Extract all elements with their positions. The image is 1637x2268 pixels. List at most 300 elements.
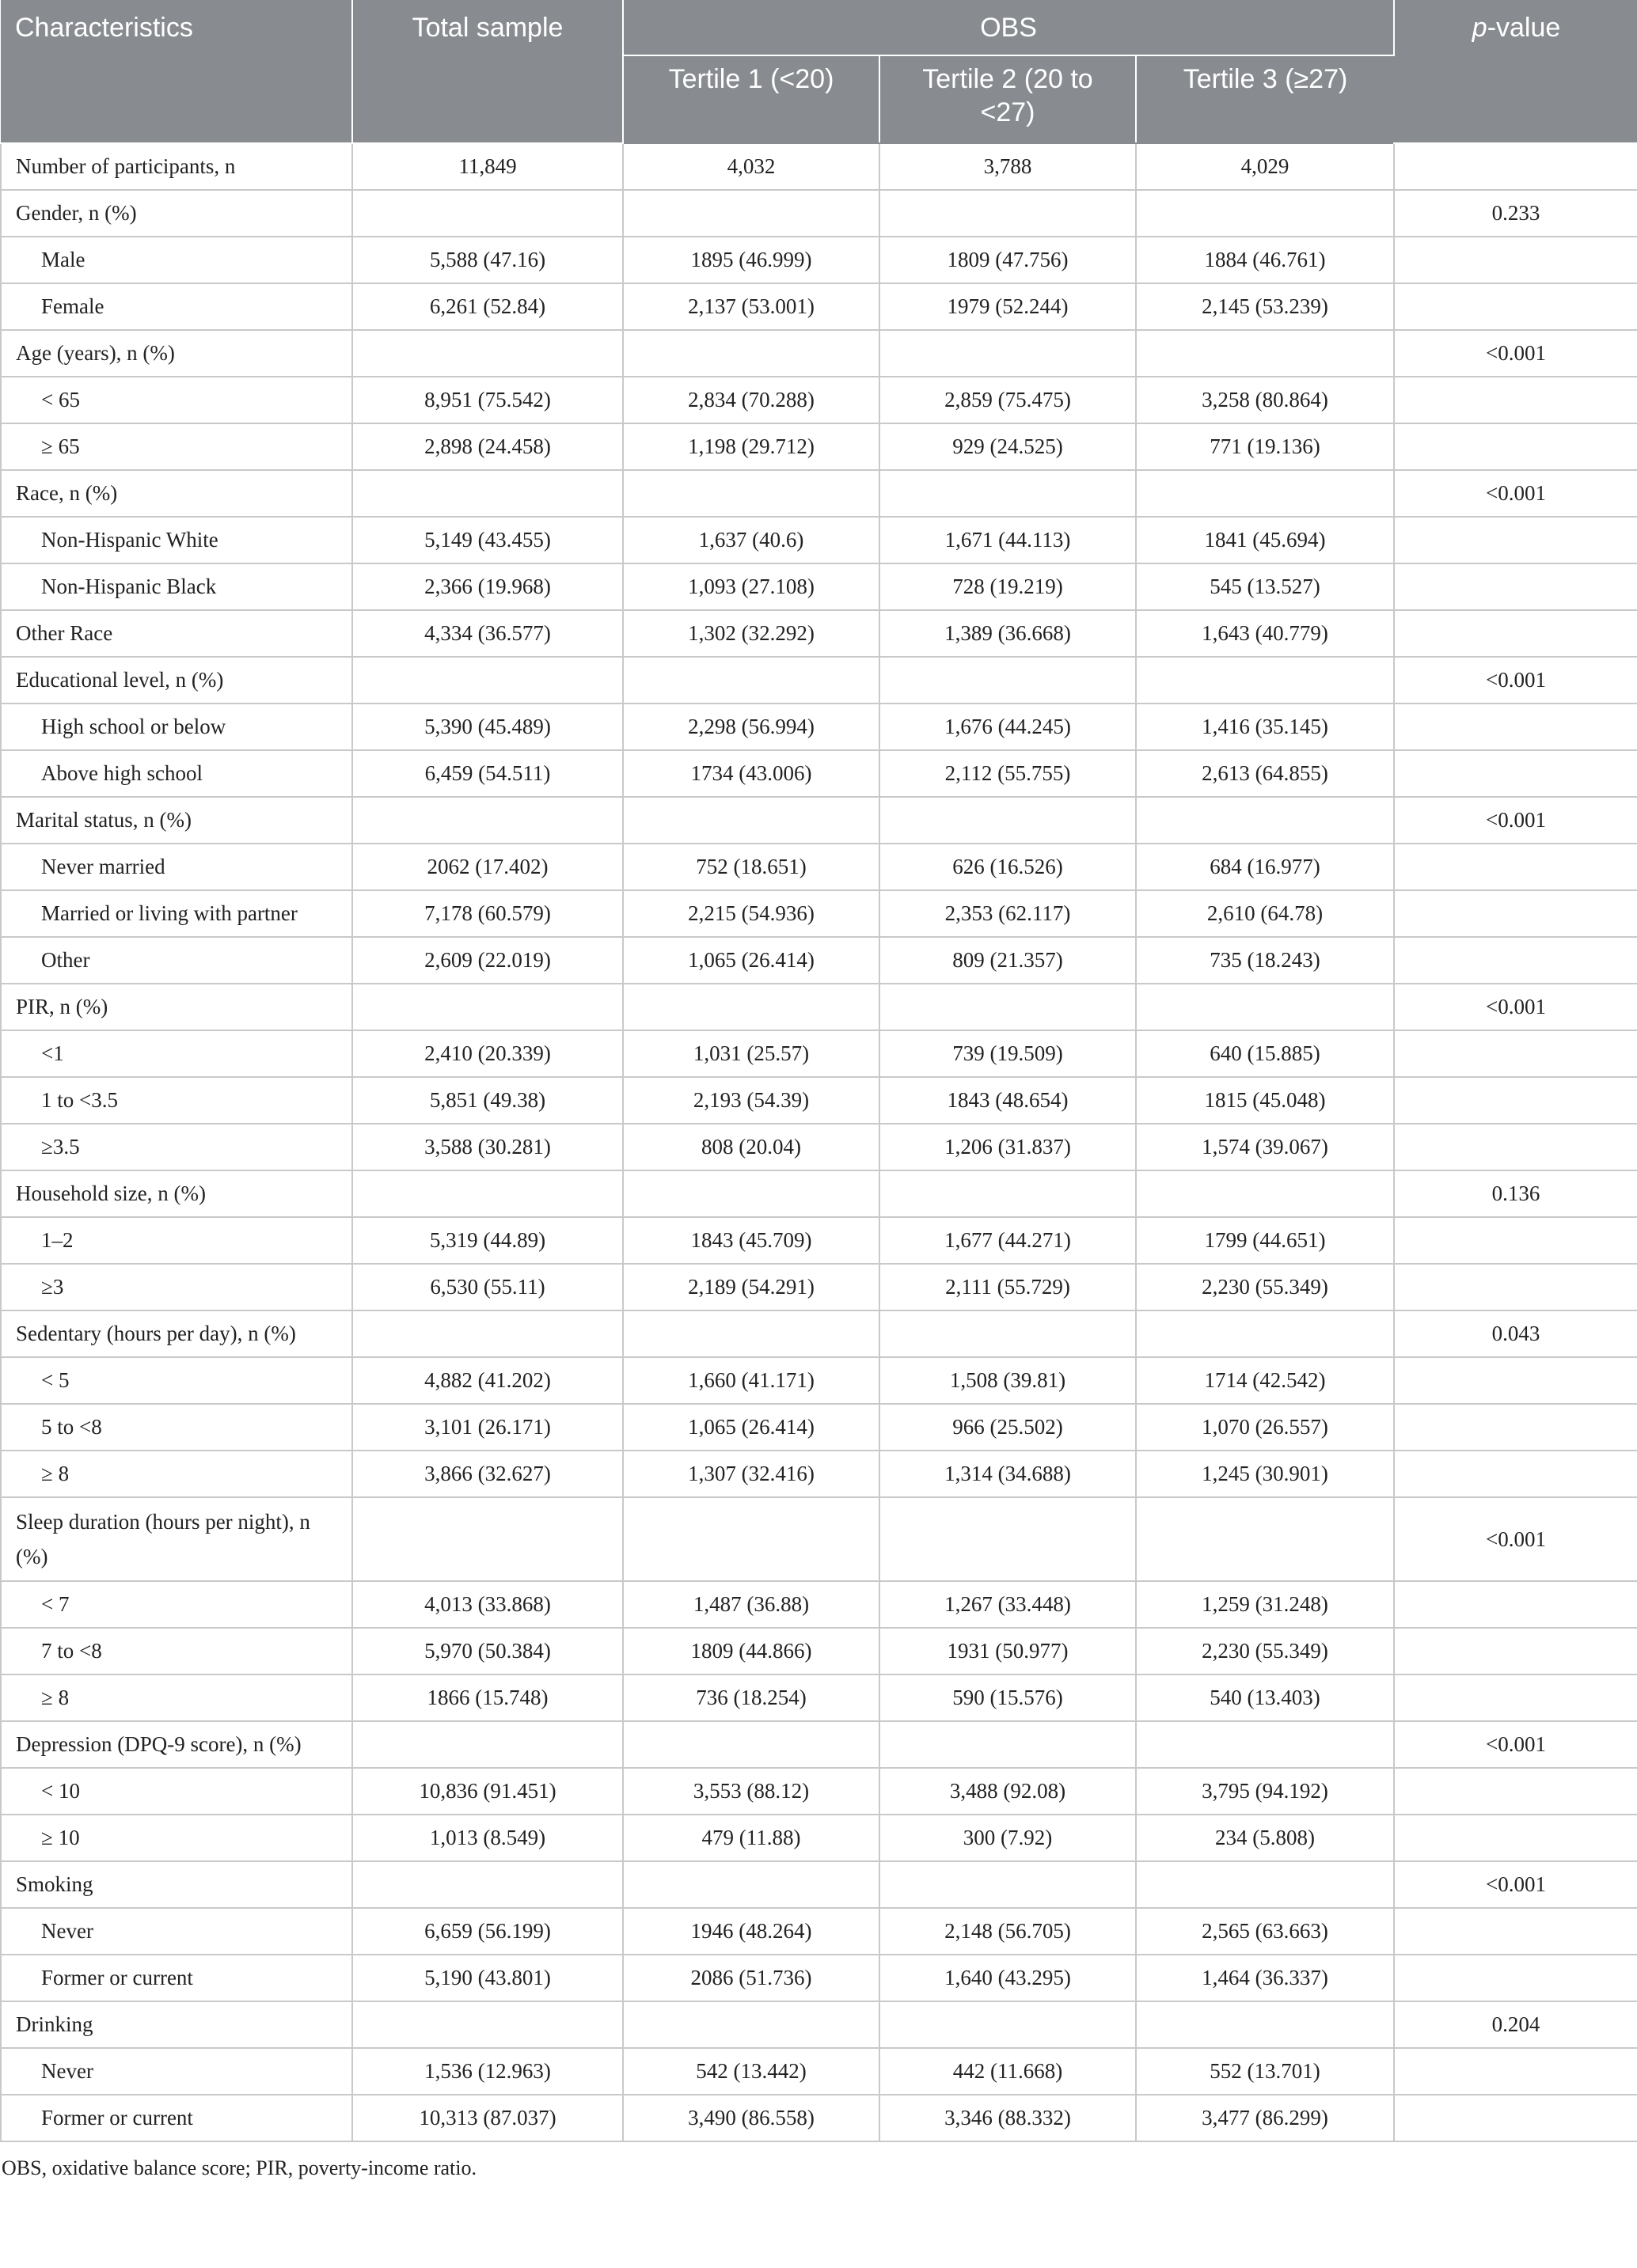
cell-p-value	[1394, 1581, 1637, 1628]
cell-tertile-2: 2,353 (62.117)	[879, 890, 1136, 937]
cell-p-value: 0.233	[1394, 190, 1637, 237]
cell-tertile-3	[1136, 1310, 1394, 1357]
table-row	[1, 844, 1637, 890]
cell-tertile-2: 809 (21.357)	[879, 937, 1136, 984]
cell-total: 1,536 (12.963)	[352, 2048, 623, 2095]
cell-tertile-3: 735 (18.243)	[1136, 937, 1394, 984]
table-row	[1, 563, 1637, 610]
cell-total	[352, 1170, 623, 1217]
row-label: Sedentary (hours per day), n (%)	[1, 1310, 352, 1357]
cell-tertile-2: 966 (25.502)	[879, 1404, 1136, 1451]
row-label: Married or living with partner	[1, 890, 352, 937]
cell-p-value	[1394, 143, 1637, 190]
row-label: ≥ 65	[1, 423, 352, 470]
cell-tertile-1	[623, 657, 879, 704]
cell-tertile-3	[1136, 1170, 1394, 1217]
cell-tertile-1	[623, 1310, 879, 1357]
table-row	[1, 1908, 1637, 1955]
cell-p-value	[1394, 750, 1637, 797]
row-label: Household size, n (%)	[1, 1170, 352, 1217]
cell-p-value: <0.001	[1394, 1861, 1637, 1908]
cell-tertile-1: 2,298 (56.994)	[623, 704, 879, 750]
cell-tertile-2: 739 (19.509)	[879, 1030, 1136, 1077]
table-row	[1, 2095, 1637, 2141]
cell-tertile-1: 3,553 (88.12)	[623, 1768, 879, 1815]
cell-tertile-1: 1,660 (41.171)	[623, 1357, 879, 1404]
table-row	[1, 937, 1637, 984]
cell-tertile-1	[623, 1170, 879, 1217]
cell-total: 4,882 (41.202)	[352, 1357, 623, 1404]
cell-tertile-1: 479 (11.88)	[623, 1815, 879, 1861]
cell-tertile-1: 2,834 (70.288)	[623, 377, 879, 423]
cell-tertile-3: 1714 (42.542)	[1136, 1357, 1394, 1404]
header-tertile-1: Tertile 1 (<20)	[623, 55, 879, 143]
cell-tertile-1: 2,189 (54.291)	[623, 1264, 879, 1310]
cell-tertile-3	[1136, 2001, 1394, 2048]
cell-p-value	[1394, 1768, 1637, 1815]
table-row	[1, 1497, 1637, 1581]
cell-tertile-2	[879, 1721, 1136, 1768]
table-row	[1, 1124, 1637, 1170]
table-row	[1, 657, 1637, 704]
table-row	[1, 1815, 1637, 1861]
cell-tertile-2	[879, 2001, 1136, 2048]
cell-tertile-2	[879, 984, 1136, 1030]
cell-p-value: <0.001	[1394, 984, 1637, 1030]
cell-p-value	[1394, 283, 1637, 330]
cell-tertile-1: 1843 (45.709)	[623, 1217, 879, 1264]
cell-tertile-3: 1799 (44.651)	[1136, 1217, 1394, 1264]
cell-p-value: 0.136	[1394, 1170, 1637, 1217]
cell-tertile-3: 1,464 (36.337)	[1136, 1955, 1394, 2001]
cell-p-value	[1394, 1217, 1637, 1264]
row-label: Male	[1, 237, 352, 283]
cell-tertile-1	[623, 1721, 879, 1768]
cell-tertile-1: 4,032	[623, 143, 879, 190]
cell-p-value: <0.001	[1394, 1497, 1637, 1581]
row-label: ≥ 8	[1, 1674, 352, 1721]
table-row	[1, 143, 1637, 190]
table-row	[1, 1077, 1637, 1124]
table-row	[1, 330, 1637, 377]
table-row	[1, 190, 1637, 237]
table-row	[1, 1955, 1637, 2001]
cell-tertile-1: 3,490 (86.558)	[623, 2095, 879, 2141]
cell-total: 5,319 (44.89)	[352, 1217, 623, 1264]
row-label: Non-Hispanic Black	[1, 563, 352, 610]
cell-tertile-2: 1,640 (43.295)	[879, 1955, 1136, 2001]
header-obs: OBS	[623, 0, 1394, 55]
cell-p-value	[1394, 704, 1637, 750]
cell-tertile-1	[623, 470, 879, 517]
cell-p-value	[1394, 1908, 1637, 1955]
cell-tertile-3: 2,145 (53.239)	[1136, 283, 1394, 330]
cell-tertile-1: 1946 (48.264)	[623, 1908, 879, 1955]
cell-total: 4,334 (36.577)	[352, 610, 623, 657]
table-row	[1, 2001, 1637, 2048]
cell-tertile-2: 929 (24.525)	[879, 423, 1136, 470]
table-row	[1, 517, 1637, 563]
table-row	[1, 890, 1637, 937]
cell-tertile-3: 2,230 (55.349)	[1136, 1628, 1394, 1674]
cell-total	[352, 1721, 623, 1768]
cell-total: 5,588 (47.16)	[352, 237, 623, 283]
cell-tertile-2: 3,488 (92.08)	[879, 1768, 1136, 1815]
cell-total: 7,178 (60.579)	[352, 890, 623, 937]
header-p-italic: p	[1472, 13, 1487, 43]
cell-total	[352, 984, 623, 1030]
cell-tertile-2	[879, 330, 1136, 377]
cell-total: 2062 (17.402)	[352, 844, 623, 890]
cell-tertile-3: 771 (19.136)	[1136, 423, 1394, 470]
cell-tertile-3: 545 (13.527)	[1136, 563, 1394, 610]
table-row	[1, 1217, 1637, 1264]
cell-tertile-1: 808 (20.04)	[623, 1124, 879, 1170]
cell-p-value	[1394, 1451, 1637, 1497]
row-label: Former or current	[1, 1955, 352, 2001]
cell-total: 6,261 (52.84)	[352, 283, 623, 330]
row-label: Marital status, n (%)	[1, 797, 352, 844]
cell-total: 11,849	[352, 143, 623, 190]
table-row	[1, 1404, 1637, 1451]
cell-tertile-2: 1,671 (44.113)	[879, 517, 1136, 563]
row-label: Educational level, n (%)	[1, 657, 352, 704]
cell-tertile-2: 2,148 (56.705)	[879, 1908, 1136, 1955]
cell-total	[352, 330, 623, 377]
row-label: Drinking	[1, 2001, 352, 2048]
cell-tertile-2	[879, 1310, 1136, 1357]
cell-p-value	[1394, 1628, 1637, 1674]
row-label: ≥ 10	[1, 1815, 352, 1861]
cell-total	[352, 190, 623, 237]
cell-tertile-2	[879, 1497, 1136, 1581]
row-label: Smoking	[1, 1861, 352, 1908]
cell-total: 2,898 (24.458)	[352, 423, 623, 470]
cell-total: 6,530 (55.11)	[352, 1264, 623, 1310]
table-row	[1, 1451, 1637, 1497]
cell-total: 6,459 (54.511)	[352, 750, 623, 797]
cell-total: 3,588 (30.281)	[352, 1124, 623, 1170]
row-label: ≥3.5	[1, 1124, 352, 1170]
cell-tertile-3	[1136, 1497, 1394, 1581]
table-row	[1, 423, 1637, 470]
cell-tertile-3: 1815 (45.048)	[1136, 1077, 1394, 1124]
row-label: <1	[1, 1030, 352, 1077]
cell-tertile-3: 3,795 (94.192)	[1136, 1768, 1394, 1815]
table-row	[1, 1030, 1637, 1077]
cell-tertile-3	[1136, 190, 1394, 237]
row-label: Number of participants, n	[1, 143, 352, 190]
row-label: Other	[1, 937, 352, 984]
cell-p-value: <0.001	[1394, 330, 1637, 377]
cell-tertile-3	[1136, 1721, 1394, 1768]
cell-tertile-1: 2086 (51.736)	[623, 1955, 879, 2001]
cell-p-value	[1394, 1077, 1637, 1124]
cell-tertile-1: 1,065 (26.414)	[623, 937, 879, 984]
row-label: Gender, n (%)	[1, 190, 352, 237]
table-row	[1, 797, 1637, 844]
row-label: Age (years), n (%)	[1, 330, 352, 377]
cell-p-value	[1394, 517, 1637, 563]
cell-total: 4,013 (33.868)	[352, 1581, 623, 1628]
cell-tertile-3: 1841 (45.694)	[1136, 517, 1394, 563]
cell-tertile-3	[1136, 657, 1394, 704]
cell-tertile-1: 2,215 (54.936)	[623, 890, 879, 937]
cell-tertile-3	[1136, 330, 1394, 377]
table-row	[1, 984, 1637, 1030]
table-row	[1, 1264, 1637, 1310]
cell-tertile-2: 1,676 (44.245)	[879, 704, 1136, 750]
cell-tertile-3: 1,574 (39.067)	[1136, 1124, 1394, 1170]
row-label: Depression (DPQ-9 score), n (%)	[1, 1721, 352, 1768]
cell-total: 5,970 (50.384)	[352, 1628, 623, 1674]
cell-p-value	[1394, 423, 1637, 470]
cell-tertile-3: 234 (5.808)	[1136, 1815, 1394, 1861]
cell-tertile-1: 1,198 (29.712)	[623, 423, 879, 470]
cell-total: 1866 (15.748)	[352, 1674, 623, 1721]
cell-total: 3,866 (32.627)	[352, 1451, 623, 1497]
row-label: Race, n (%)	[1, 470, 352, 517]
cell-tertile-1: 1,637 (40.6)	[623, 517, 879, 563]
cell-tertile-3: 2,565 (63.663)	[1136, 1908, 1394, 1955]
cell-tertile-1: 1,307 (32.416)	[623, 1451, 879, 1497]
table-row	[1, 237, 1637, 283]
cell-tertile-3: 1,070 (26.557)	[1136, 1404, 1394, 1451]
row-label: Never married	[1, 844, 352, 890]
table-row	[1, 1581, 1637, 1628]
cell-tertile-1: 1,487 (36.88)	[623, 1581, 879, 1628]
table-row	[1, 1674, 1637, 1721]
row-label: ≥3	[1, 1264, 352, 1310]
cell-tertile-3: 1,245 (30.901)	[1136, 1451, 1394, 1497]
cell-tertile-3	[1136, 470, 1394, 517]
table-row	[1, 1861, 1637, 1908]
cell-tertile-3: 2,613 (64.855)	[1136, 750, 1394, 797]
row-label: Above high school	[1, 750, 352, 797]
cell-total	[352, 657, 623, 704]
cell-tertile-3: 540 (13.403)	[1136, 1674, 1394, 1721]
cell-tertile-3: 1,416 (35.145)	[1136, 704, 1394, 750]
table-row	[1, 1721, 1637, 1768]
row-label: PIR, n (%)	[1, 984, 352, 1030]
cell-tertile-2: 442 (11.668)	[879, 2048, 1136, 2095]
cell-tertile-2: 1,314 (34.688)	[879, 1451, 1136, 1497]
cell-tertile-3: 1884 (46.761)	[1136, 237, 1394, 283]
cell-tertile-2	[879, 190, 1136, 237]
row-label: Never	[1, 2048, 352, 2095]
header-tertile-2: Tertile 2 (20 to <27)	[879, 55, 1136, 143]
cell-p-value	[1394, 890, 1637, 937]
cell-tertile-1: 736 (18.254)	[623, 1674, 879, 1721]
row-label: Never	[1, 1908, 352, 1955]
cell-tertile-2: 728 (19.219)	[879, 563, 1136, 610]
cell-total: 5,149 (43.455)	[352, 517, 623, 563]
cell-tertile-2: 1,389 (36.668)	[879, 610, 1136, 657]
cell-p-value	[1394, 237, 1637, 283]
table-row	[1, 1170, 1637, 1217]
header-tertile-3: Tertile 3 (≥27)	[1136, 55, 1394, 143]
cell-p-value	[1394, 2095, 1637, 2141]
row-label: 1–2	[1, 1217, 352, 1264]
row-label: < 65	[1, 377, 352, 423]
cell-p-value: <0.001	[1394, 1721, 1637, 1768]
cell-tertile-1	[623, 2001, 879, 2048]
row-label: < 5	[1, 1357, 352, 1404]
cell-p-value	[1394, 2048, 1637, 2095]
table-row	[1, 470, 1637, 517]
cell-total: 5,190 (43.801)	[352, 1955, 623, 2001]
cell-total	[352, 1497, 623, 1581]
cell-p-value: <0.001	[1394, 657, 1637, 704]
header-total-sample: Total sample	[352, 0, 623, 143]
table-row	[1, 1357, 1637, 1404]
cell-tertile-2: 1,267 (33.448)	[879, 1581, 1136, 1628]
header-p-value	[1394, 0, 1637, 143]
cell-tertile-1: 752 (18.651)	[623, 844, 879, 890]
cell-p-value	[1394, 1030, 1637, 1077]
cell-total: 5,851 (49.38)	[352, 1077, 623, 1124]
cell-tertile-2: 2,111 (55.729)	[879, 1264, 1136, 1310]
cell-tertile-1	[623, 984, 879, 1030]
cell-total	[352, 797, 623, 844]
header-p-rest: -value	[1487, 13, 1561, 43]
cell-tertile-3: 3,258 (80.864)	[1136, 377, 1394, 423]
cell-tertile-1: 1734 (43.006)	[623, 750, 879, 797]
cell-tertile-2	[879, 797, 1136, 844]
table-row	[1, 1628, 1637, 1674]
cell-tertile-2: 1843 (48.654)	[879, 1077, 1136, 1124]
cell-total	[352, 1861, 623, 1908]
cell-tertile-3: 684 (16.977)	[1136, 844, 1394, 890]
cell-tertile-3: 1,259 (31.248)	[1136, 1581, 1394, 1628]
cell-tertile-2: 2,112 (55.755)	[879, 750, 1136, 797]
cell-total: 5,390 (45.489)	[352, 704, 623, 750]
cell-tertile-3: 2,230 (55.349)	[1136, 1264, 1394, 1310]
cell-tertile-1: 2,137 (53.001)	[623, 283, 879, 330]
cell-tertile-3	[1136, 984, 1394, 1030]
cell-p-value: 0.204	[1394, 2001, 1637, 2048]
cell-tertile-1: 2,193 (54.39)	[623, 1077, 879, 1124]
row-label: Other Race	[1, 610, 352, 657]
table-row	[1, 283, 1637, 330]
row-label: 1 to <3.5	[1, 1077, 352, 1124]
table-row	[1, 750, 1637, 797]
cell-total: 1,013 (8.549)	[352, 1815, 623, 1861]
cell-p-value	[1394, 1404, 1637, 1451]
cell-tertile-2: 590 (15.576)	[879, 1674, 1136, 1721]
cell-tertile-2	[879, 657, 1136, 704]
cell-tertile-3: 640 (15.885)	[1136, 1030, 1394, 1077]
table-row	[1, 377, 1637, 423]
table-body	[1, 143, 1637, 2141]
cell-tertile-1	[623, 797, 879, 844]
table-row	[1, 2048, 1637, 2095]
table-row	[1, 610, 1637, 657]
cell-tertile-1: 1895 (46.999)	[623, 237, 879, 283]
cell-p-value	[1394, 1815, 1637, 1861]
cell-total	[352, 1310, 623, 1357]
cell-tertile-3: 2,610 (64.78)	[1136, 890, 1394, 937]
table-row	[1, 1768, 1637, 1815]
cell-p-value	[1394, 377, 1637, 423]
cell-tertile-2: 1979 (52.244)	[879, 283, 1136, 330]
cell-total: 10,313 (87.037)	[352, 2095, 623, 2141]
cell-tertile-2: 1,206 (31.837)	[879, 1124, 1136, 1170]
row-label: High school or below	[1, 704, 352, 750]
cell-tertile-1	[623, 330, 879, 377]
row-label: Non-Hispanic White	[1, 517, 352, 563]
cell-tertile-1: 1,065 (26.414)	[623, 1404, 879, 1451]
row-label: Sleep duration (hours per night), n (%)	[1, 1497, 352, 1581]
row-label: Former or current	[1, 2095, 352, 2141]
cell-p-value	[1394, 1264, 1637, 1310]
cell-tertile-3: 3,477 (86.299)	[1136, 2095, 1394, 2141]
cell-p-value	[1394, 563, 1637, 610]
cell-tertile-3	[1136, 797, 1394, 844]
cell-total: 2,366 (19.968)	[352, 563, 623, 610]
cell-tertile-3	[1136, 1861, 1394, 1908]
row-label: < 7	[1, 1581, 352, 1628]
row-label: Female	[1, 283, 352, 330]
cell-p-value	[1394, 1674, 1637, 1721]
cell-tertile-2	[879, 1861, 1136, 1908]
cell-p-value	[1394, 1124, 1637, 1170]
cell-total: 3,101 (26.171)	[352, 1404, 623, 1451]
cell-tertile-3: 552 (13.701)	[1136, 2048, 1394, 2095]
cell-tertile-2: 1,508 (39.81)	[879, 1357, 1136, 1404]
header-characteristics: Characteristics	[1, 0, 352, 143]
cell-p-value: <0.001	[1394, 470, 1637, 517]
cell-tertile-1	[623, 1861, 879, 1908]
row-label: < 10	[1, 1768, 352, 1815]
cell-tertile-2	[879, 470, 1136, 517]
cell-p-value: <0.001	[1394, 797, 1637, 844]
cell-tertile-1: 1,031 (25.57)	[623, 1030, 879, 1077]
table-row	[1, 1310, 1637, 1357]
cell-tertile-2: 626 (16.526)	[879, 844, 1136, 890]
cell-tertile-2: 1809 (47.756)	[879, 237, 1136, 283]
cell-p-value	[1394, 1357, 1637, 1404]
table-footnote: OBS, oxidative balance score; PIR, poverty-income ratio.	[2, 2156, 477, 2179]
cell-p-value	[1394, 610, 1637, 657]
cell-tertile-2: 3,788	[879, 143, 1136, 190]
cell-p-value	[1394, 937, 1637, 984]
cell-total	[352, 2001, 623, 2048]
cell-tertile-3: 1,643 (40.779)	[1136, 610, 1394, 657]
cell-tertile-1: 542 (13.442)	[623, 2048, 879, 2095]
cell-tertile-1: 1809 (44.866)	[623, 1628, 879, 1674]
cell-p-value	[1394, 844, 1637, 890]
cell-total: 10,836 (91.451)	[352, 1768, 623, 1815]
row-label: 7 to <8	[1, 1628, 352, 1674]
cell-tertile-2: 300 (7.92)	[879, 1815, 1136, 1861]
cell-tertile-1: 1,093 (27.108)	[623, 563, 879, 610]
cell-p-value	[1394, 1955, 1637, 2001]
cell-total	[352, 470, 623, 517]
cell-total: 2,609 (22.019)	[352, 937, 623, 984]
cell-total: 2,410 (20.339)	[352, 1030, 623, 1077]
cell-tertile-1	[623, 1497, 879, 1581]
cell-tertile-2	[879, 1170, 1136, 1217]
cell-p-value: 0.043	[1394, 1310, 1637, 1357]
table-row	[1, 704, 1637, 750]
cell-tertile-1: 1,302 (32.292)	[623, 610, 879, 657]
row-label: 5 to <8	[1, 1404, 352, 1451]
row-label: ≥ 8	[1, 1451, 352, 1497]
cell-total: 6,659 (56.199)	[352, 1908, 623, 1955]
cell-tertile-2: 1931 (50.977)	[879, 1628, 1136, 1674]
cell-total: 8,951 (75.542)	[352, 377, 623, 423]
